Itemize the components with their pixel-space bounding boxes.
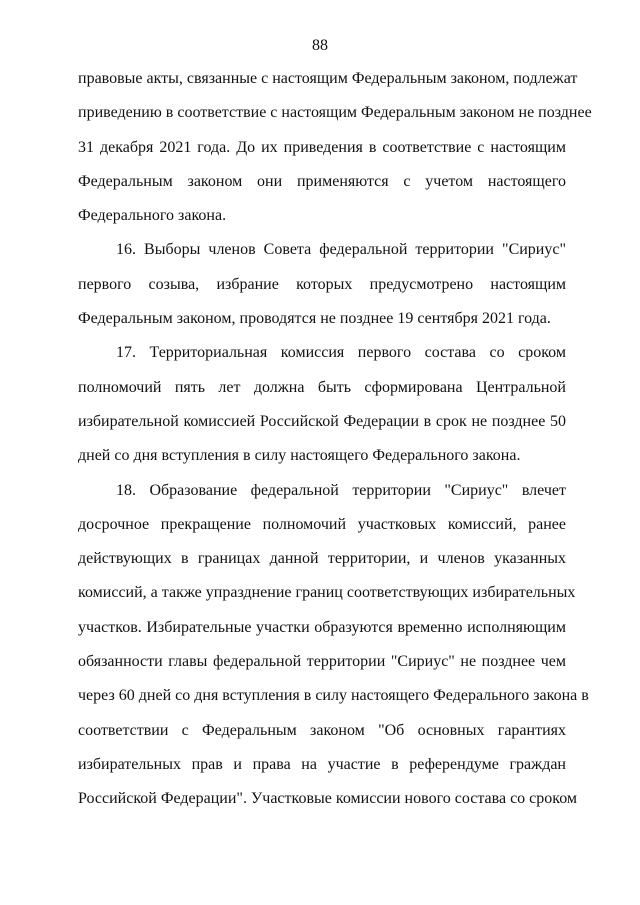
text-line: Федеральным законом, проводятся не позднее 19 сентября 2021 года. bbox=[78, 310, 551, 328]
text-line: комиссий, а также упразднение границ соответствующих избирательных bbox=[78, 584, 576, 602]
text-line: досрочное прекращение полномочий участковых комиссий, ранее bbox=[78, 515, 566, 533]
text-line: первого созыва, избрание которых предусмотрено настоящим bbox=[78, 275, 566, 293]
text-line: 17. Территориальная комиссия первого состава со сроком bbox=[116, 344, 566, 362]
text-line: 16. Выборы членов Совета федеральной территории "Сириус" bbox=[116, 241, 566, 259]
text-line: через 60 дней со дня вступления в силу настоящего Федерального закона в bbox=[78, 687, 589, 705]
text-line: приведению в соответствие с настоящим Федеральным законом не позднее bbox=[78, 104, 592, 122]
text-line: избирательных прав и права на участие в референдуме граждан bbox=[78, 755, 566, 773]
text-line: 31 декабря 2021 года. До их приведения в соответствие с настоящим bbox=[78, 138, 566, 156]
text-line: Федерального закона. bbox=[78, 207, 227, 225]
text-line: участков. Избирательные участки образуются временно исполняющим bbox=[78, 618, 566, 636]
text-line: соответствии с Федеральным законом "Об основных гарантиях bbox=[78, 721, 566, 739]
text-line: Федеральным законом они применяются с учетом настоящего bbox=[78, 172, 566, 190]
text-line: дней со дня вступления в силу настоящего Федерального закона. bbox=[78, 447, 521, 465]
text-line: действующих в границах данной территории, и членов указанных bbox=[78, 550, 566, 568]
text-line: избирательной комиссией Российской Федерации в срок не позднее 50 bbox=[78, 412, 566, 430]
page-number: 88 bbox=[312, 37, 328, 54]
text-line: 18. Образование федеральной территории "Сириус" влечет bbox=[116, 481, 566, 499]
text-line: полномочий пять лет должна быть сформирована Центральной bbox=[78, 378, 566, 396]
document-body bbox=[78, 62, 592, 817]
text-line: правовые акты, связанные с настоящим Федеральным законом, подлежат bbox=[78, 70, 578, 87]
text-line: Российской Федерации". Участковые комиссии нового состава со сроком bbox=[78, 790, 578, 808]
text-line: обязанности главы федеральной территории "Сириус" не позднее чем bbox=[78, 653, 566, 671]
